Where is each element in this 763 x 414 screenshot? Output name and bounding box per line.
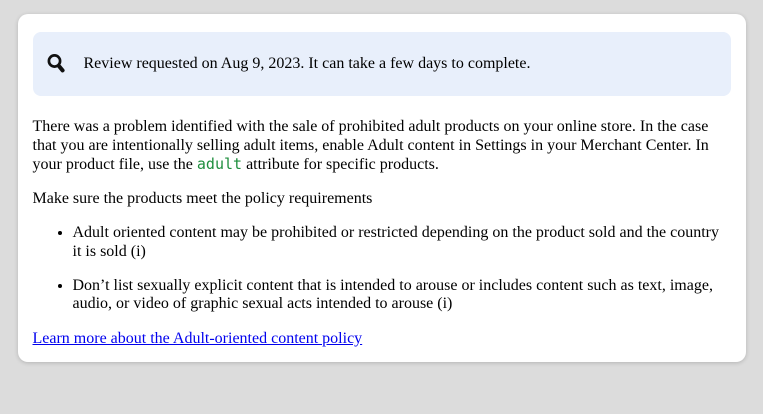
list-item: • Don’t list sexually explicit content that is intended to arouse or includes content such as text, image, audio, or video of graphic sexual acts intended to arouse (i) [73,277,731,314]
learn-more-row [33,330,731,348]
list-item: • Adult oriented content may be prohibited or restricted depending on the product sold and the country it is sold (i) [73,224,731,261]
learn-more-link[interactable]: Learn more about the Adult-oriented content policy [32,329,363,347]
issue-description-text-after: attribute for specific products. [242,156,439,174]
adult-attribute-code: adult [196,155,243,174]
policy-requirements-list [33,224,731,313]
issue-description-text-before: There was a problem identified with the sale of prohibited adult products on your online store. In the case that you are intentionally selling adult items, enable Adult content in Settings in your Merchant Center. In your product file, use the [32,118,709,174]
search-icon [46,52,68,76]
issue-description [33,117,731,174]
review-status-banner [33,32,731,96]
requirements-heading: Make sure the products meet the policy requirements [32,190,373,208]
policy-issue-card [18,14,746,362]
review-status-message: Review requested on Aug 9, 2023. It can take a few days to complete. [83,54,531,72]
